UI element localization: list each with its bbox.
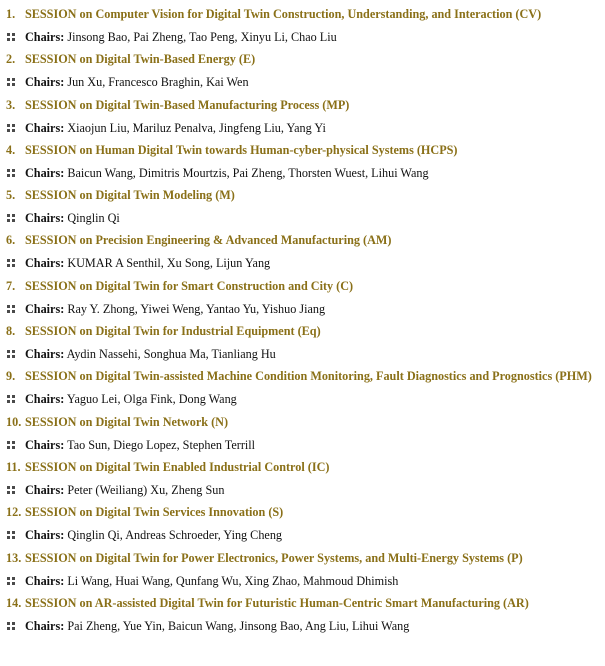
chairs-line (0, 117, 605, 139)
session-number: 12. (6, 505, 22, 520)
bullet-icon (7, 124, 16, 132)
bullet-icon (7, 441, 16, 449)
chairs-line (0, 615, 605, 637)
chairs-names: Baicun Wang, Dimitris Mourtzis, Pai Zheng, Thorsten Wuest, Lihui Wang (67, 165, 429, 180)
session-title-line (0, 547, 605, 569)
session-title: SESSION on Digital Twin Enabled Industrial Control (IC) (25, 459, 330, 474)
session-item (0, 501, 605, 546)
chairs-names: KUMAR A Senthil, Xu Song, Lijun Yang (67, 256, 271, 271)
chairs-text (25, 71, 249, 93)
bullet-icon (7, 622, 16, 630)
session-item (0, 94, 605, 139)
chairs-names: Li Wang, Huai Wang, Qunfang Wu, Xing Zhao, Mahmoud Dhimish (67, 573, 399, 588)
chairs-text (25, 388, 237, 410)
chairs-text (25, 615, 409, 637)
chairs-text (25, 434, 255, 456)
session-title-line (0, 501, 605, 523)
session-number: 8. (6, 324, 16, 339)
chairs-label: Chairs: (25, 618, 65, 633)
session-title-line (0, 411, 605, 433)
bullet-icon (7, 350, 16, 358)
session-title: SESSION on Digital Twin for Smart Construction and City (C) (25, 278, 354, 293)
bullet-icon (7, 486, 16, 494)
bullet-icon (7, 33, 16, 41)
session-title: SESSION on Digital Twin for Power Electronics, Power Systems, and Multi-Energy Systems (P) (25, 550, 523, 565)
session-title-line (0, 48, 605, 70)
chairs-line (0, 388, 605, 410)
chairs-line (0, 298, 605, 320)
session-item (0, 411, 605, 456)
chairs-names: Jinsong Bao, Pai Zheng, Tao Peng, Xinyu Li, Chao Liu (67, 30, 337, 44)
chairs-names: Qinglin Qi, Andreas Schroeder, Ying Cheng (67, 528, 283, 543)
chairs-line (0, 207, 605, 229)
chairs-line (0, 252, 605, 274)
chairs-names: Pai Zheng, Yue Yin, Baicun Wang, Jinsong Bao, Ang Liu, Lihui Wang (67, 618, 410, 633)
bullet-icon (7, 531, 16, 539)
chairs-line (0, 570, 605, 592)
session-number: 2. (6, 52, 16, 67)
session-number: 11. (6, 459, 21, 474)
session-title: SESSION on Digital Twin for Industrial Equipment (Eq) (25, 324, 321, 339)
session-title-line (0, 94, 605, 116)
chairs-label: Chairs: (25, 301, 65, 316)
bullet-icon (7, 78, 16, 86)
session-title-line (0, 456, 605, 478)
bullet-icon (7, 577, 16, 585)
chairs-line (0, 71, 605, 93)
session-title-line (0, 275, 605, 297)
session-title: SESSION on Digital Twin Modeling (M) (25, 188, 235, 203)
bullet-icon (7, 214, 16, 222)
session-number: 9. (6, 369, 16, 384)
chairs-names: Qinglin Qi (67, 211, 120, 226)
session-title-line (0, 592, 605, 614)
session-number: 4. (6, 142, 16, 157)
session-title-line (0, 3, 605, 25)
bullet-icon (7, 395, 16, 403)
session-item (0, 592, 605, 637)
session-title: SESSION on Precision Engineering & Advanced Manufacturing (AM) (25, 233, 392, 248)
session-title-line (0, 229, 605, 251)
session-item (0, 3, 605, 48)
chairs-label: Chairs: (25, 75, 65, 90)
chairs-label: Chairs: (25, 120, 65, 135)
chairs-label: Chairs: (25, 573, 65, 588)
session-title: SESSION on Digital Twin Services Innovation (S) (25, 505, 284, 520)
session-item (0, 456, 605, 501)
session-title: SESSION on Digital Twin-Based Energy (E) (25, 52, 256, 67)
chairs-label: Chairs: (25, 211, 65, 226)
session-title: SESSION on Computer Vision for Digital Twin Construction, Understanding, and Interaction (CV) (25, 7, 542, 21)
chairs-label: Chairs: (25, 165, 65, 180)
session-item (0, 365, 605, 410)
session-title-line (0, 139, 605, 161)
session-number: 7. (6, 278, 16, 293)
session-title-line (0, 365, 605, 387)
chairs-text (25, 26, 337, 48)
chairs-line (0, 162, 605, 184)
chairs-label: Chairs: (25, 256, 65, 271)
bullet-icon (7, 259, 16, 267)
session-title: SESSION on Digital Twin-Based Manufacturing Process (MP) (25, 97, 350, 112)
session-number: 1. (6, 7, 16, 21)
chairs-label: Chairs: (25, 30, 65, 44)
chairs-names: Xiaojun Liu, Mariluz Penalva, Jingfeng Liu, Yang Yi (67, 120, 326, 135)
chairs-names: Yaguo Lei, Olga Fink, Dong Wang (66, 392, 237, 407)
session-number: 5. (6, 188, 16, 203)
chairs-line (0, 524, 605, 546)
chairs-text (25, 207, 120, 229)
chairs-names: Peter (Weiliang) Xu, Zheng Sun (67, 482, 225, 497)
session-title: SESSION on Digital Twin Network (N) (25, 414, 229, 429)
chairs-text (25, 570, 398, 592)
chairs-text (25, 524, 282, 546)
session-item (0, 229, 605, 274)
chairs-label: Chairs: (25, 347, 65, 362)
chairs-line (0, 343, 605, 365)
session-number: 3. (6, 97, 16, 112)
chairs-label: Chairs: (25, 528, 65, 543)
session-item (0, 547, 605, 592)
chairs-names: Ray Y. Zhong, Yiwei Weng, Yantao Yu, Yishuo Jiang (67, 301, 326, 316)
session-title-line (0, 320, 605, 342)
bullet-icon (7, 169, 16, 177)
chairs-text (25, 343, 276, 365)
chairs-text (25, 117, 326, 139)
chairs-line (0, 479, 605, 501)
session-title: SESSION on Digital Twin-assisted Machine Condition Monitoring, Fault Diagnostics and Prognostics (PHM) (25, 369, 592, 384)
chairs-names: Tao Sun, Diego Lopez, Stephen Terrill (67, 437, 256, 452)
chairs-label: Chairs: (25, 437, 65, 452)
chairs-text (25, 162, 429, 184)
session-title: SESSION on Human Digital Twin towards Human-cyber-physical Systems (HCPS) (25, 142, 458, 157)
session-number: 14. (6, 595, 22, 610)
chairs-text (25, 479, 224, 501)
session-item (0, 275, 605, 320)
session-title: SESSION on AR-assisted Digital Twin for Futuristic Human-Centric Smart Manufacturing (AR) (25, 595, 529, 610)
session-number: 10. (6, 414, 22, 429)
session-item (0, 320, 605, 365)
chairs-label: Chairs: (25, 392, 65, 407)
session-item (0, 48, 605, 93)
session-list (0, 3, 605, 637)
bullet-icon (7, 305, 16, 313)
session-number: 13. (6, 550, 22, 565)
session-item (0, 139, 605, 184)
chairs-text (25, 252, 270, 274)
session-item (0, 184, 605, 229)
chairs-line (0, 434, 605, 456)
chairs-text (25, 298, 325, 320)
chairs-names: Aydin Nassehi, Songhua Ma, Tianliang Hu (66, 347, 276, 362)
chairs-line (0, 26, 605, 48)
chairs-names: Jun Xu, Francesco Braghin, Kai Wen (67, 75, 249, 90)
session-title-line (0, 184, 605, 206)
chairs-label: Chairs: (25, 482, 65, 497)
session-number: 6. (6, 233, 16, 248)
